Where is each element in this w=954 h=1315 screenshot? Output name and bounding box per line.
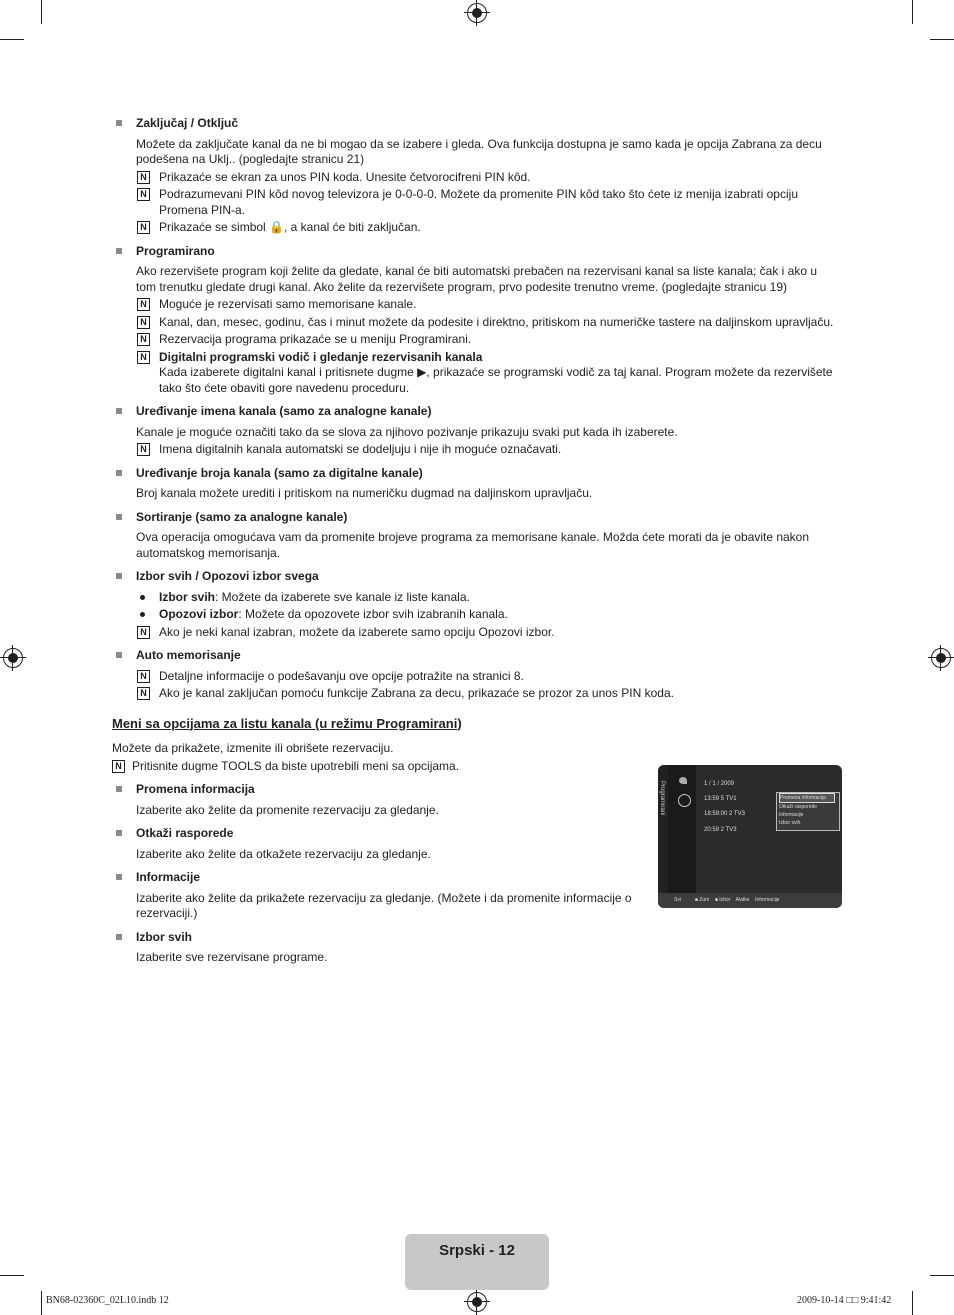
note-icon: N: [137, 443, 150, 456]
note-icon: N: [137, 298, 150, 311]
note-icon: N: [137, 626, 150, 639]
option-title: Promena informacija: [112, 782, 652, 798]
note-item: N Kanal, dan, mesec, godinu, čas i minut možete da podesite i direktno, pritiskom na numeričke tastere na daljinskom upravljaču.: [112, 315, 840, 331]
note-item: N Detaljne informacije o podešavanju ove opcije potražite na stranici 8.: [112, 669, 840, 685]
note-item: N Pritisnite dugme TOOLS da biste upotrebili meni sa opcijama.: [112, 759, 652, 775]
note-item: N Ako je neki kanal izabran, možete da izaberete samo opciju Opozovi izbor.: [112, 625, 840, 641]
subsection-heading: Meni sa opcijama za listu kanala (u režimu Programirani): [112, 715, 462, 731]
option-text: Izaberite ako želite da otkažete rezervaciju za gledanje.: [136, 846, 431, 861]
section-paragraph: Broj kanala možete urediti i pritiskom na numeričku dugmad na daljinskom upravljaču.: [136, 486, 593, 500]
option-text: Izaberite sve rezervisane programe.: [136, 950, 328, 964]
note-icon: N: [137, 687, 150, 700]
options-popup: [776, 792, 840, 831]
popup-item: Izbor svih: [779, 820, 801, 826]
registration-mark-icon: [467, 3, 487, 23]
note-item: N Prikazaće se simbol 🔒, a kanal će biti zaključan.: [112, 220, 840, 236]
option-text: Izaberite ako želite da prikažete rezervaciju za gledanje. (Možete i da promenite informacije o rezervaciji.): [136, 890, 632, 920]
section-title: Izbor svih / Opozovi izbor svega: [112, 569, 840, 585]
note-icon: N: [137, 316, 150, 329]
section-paragraph: Ova operacija omogućava vam da promenite brojeve programa za memorisane kanale. Možda ćete morati da je obavite nakon automatskog memorisanja.: [136, 530, 810, 560]
registration-mark-icon: [467, 1292, 487, 1312]
option-text: Izaberite ako želite da promenite rezervaciju za gledanje.: [136, 802, 439, 817]
popup-item: Otkaži rasporede: [779, 804, 818, 810]
crop-mark: [0, 1275, 24, 1276]
crop-mark: [912, 1291, 913, 1315]
registration-mark-icon: [931, 648, 951, 668]
note-icon: N: [137, 670, 150, 683]
bullet-item: Opozovi izbor: Možete da opozovete izbor svih izabranih kanala.: [112, 607, 840, 623]
crop-mark: [930, 1275, 954, 1276]
footer-file: BN68-02360C_02L10.indb 12: [46, 1295, 169, 1306]
option-title: Informacije: [112, 870, 652, 886]
schedule-row: 18:59:00 2 TV3: [704, 811, 745, 817]
section-title: Programirano: [112, 244, 840, 260]
screen-date: 1 / 1 / 2009: [704, 781, 735, 787]
schedule-row: 13:59 5 TV1: [704, 796, 737, 802]
side-label: Programirani: [659, 781, 665, 816]
note-item: N Podrazumevani PIN kôd novog televizora je 0-0-0-0. Možete da promenite PIN kôd tako što ćete iz menija izabrati opciju Promena PIN-a.: [112, 187, 840, 218]
option-title: Izbor svih: [112, 930, 652, 946]
section-paragraph: Ako rezervišete program koji želite da gledate, kanal će biti automatski prebačen na rezervisani kanal sa liste kanala; čak i ako u tom trenutku gledate drugi kanal. Ako želite da rezervišete program, prvo podesite trenutno vreme. (pogledajte stranicu 19): [136, 264, 818, 294]
note-item: N Prikazaće se ekran za unos PIN koda. Unesite četvorocifreni PIN kôd.: [112, 170, 840, 186]
crop-mark: [930, 39, 954, 40]
section-paragraph: Možete da zaključate kanal da ne bi mogao da se izabere i gleda. Ova funkcija dostupna je samo kada je opcija Zabrana za decu podešena na Uklj.. (pogledajte stranicu 21): [136, 136, 822, 166]
intro-text: Možete da prikažete, izmenite ili obrišete rezervaciju.: [112, 741, 394, 755]
favorite-icon: [679, 777, 687, 784]
section-title: Uređivanje imena kanala (samo za analogne kanale): [112, 404, 840, 420]
option-title: Otkaži rasporede: [112, 826, 652, 842]
section-title: Zaključaj / Otključ: [112, 116, 840, 132]
crop-mark: [41, 1291, 42, 1315]
bullet-item: Izbor svih: Možete da izaberete sve kanale iz liste kanala.: [112, 590, 840, 606]
registration-mark-icon: [3, 648, 23, 668]
note-icon: N: [137, 221, 150, 234]
note-item: N Imena digitalnih kanala automatski se dodeljuju i nije ih moguće označavati.: [112, 442, 840, 458]
note-item: N Digitalni programski vodič i gledanje rezervisanih kanala: [112, 350, 840, 366]
crop-mark: [0, 39, 24, 40]
note-subtext: Kada izaberete digitalni kanal i pritisnete dugme ▶, prikazaće se programski vodič za taj kanal. Program možete da rezervišete tako što ćete obaviti gore navedenu proceduru.: [159, 365, 833, 395]
note-icon: N: [112, 760, 125, 773]
note-icon: N: [137, 171, 150, 184]
page-number-tab: Srpski - 12: [405, 1234, 549, 1290]
note-icon: N: [137, 188, 150, 201]
note-icon: N: [137, 351, 150, 364]
popup-item: Informacije: [779, 812, 804, 818]
note-icon: N: [137, 333, 150, 346]
screen-bottom-bar: Svi ■ Zum ■ Izbor Alatke Informacije: [658, 893, 842, 908]
section-title: Auto memorisanje: [112, 648, 840, 664]
crop-mark: [912, 0, 913, 24]
footer-timestamp: 2009-10-14 □□ 9:41:42: [797, 1295, 892, 1306]
note-item: N Moguće je rezervisati samo memorisane kanale.: [112, 297, 840, 313]
note-item: N Rezervacija programa prikazaće se u meniju Programirani.: [112, 332, 840, 348]
tv-menu-screenshot: [658, 765, 842, 908]
schedule-row: 20:59 2 TV3: [704, 827, 737, 833]
section-paragraph: Kanale je moguće označiti tako da se slova za njihovo pozivanje prikazuju svaki put kada ih izaberete.: [136, 424, 678, 439]
section-title: Sortiranje (samo za analogne kanale): [112, 510, 840, 526]
section-title: Uređivanje broja kanala (samo za digitalne kanale): [112, 466, 840, 482]
popup-item: Promena informacija: [779, 793, 835, 803]
note-item: N Ako je kanal zaključan pomoću funkcije Zabrana za decu, prikazaće se prozor za unos PIN koda.: [112, 686, 840, 702]
clock-icon: [678, 794, 691, 807]
crop-mark: [41, 0, 42, 24]
